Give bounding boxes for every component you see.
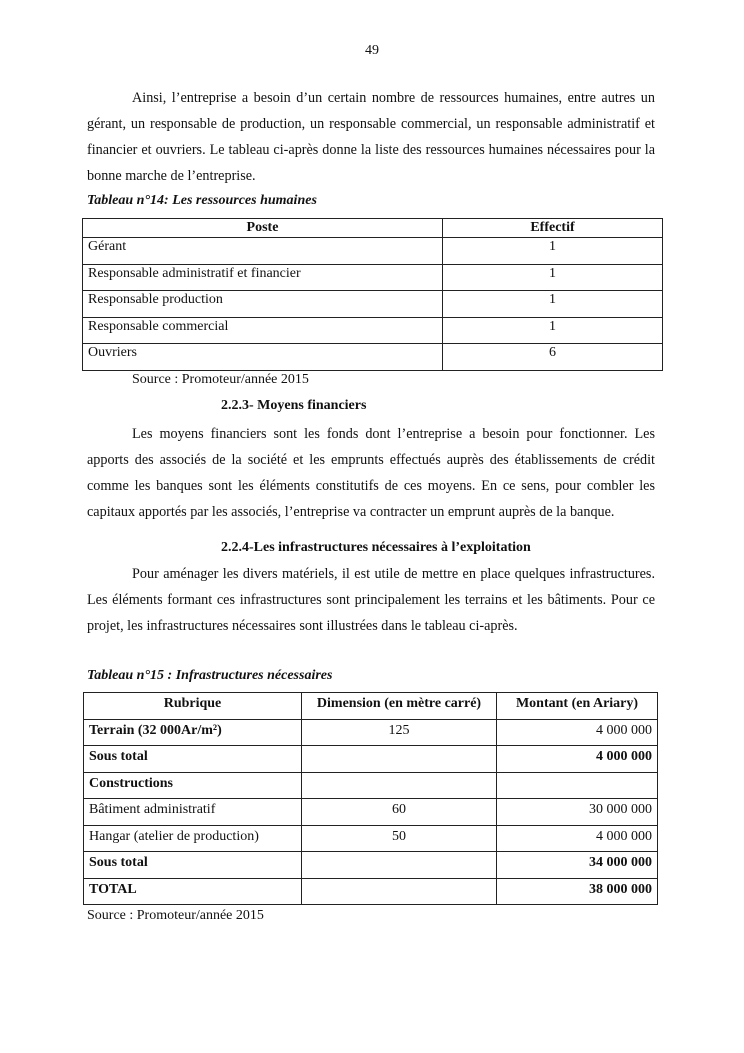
table-row (83, 344, 663, 371)
table-header-row (84, 693, 658, 720)
table-row (84, 852, 658, 879)
table-15-source: Source : Promoteur/année 2015 (87, 908, 264, 923)
header-montant: Montant (en Ariary) (497, 693, 658, 720)
section-2-2-3-paragraph: Les moyens financiers sont les fonds dont l’entreprise a besoin pour fonctionner. Les apports des associés de la société et les emprunts effectués auprès des établissements de crédit comme les banques sont les éléments constitutifs de ces moyens. En ce sens, pour combler les capitaux apportés par les associés, l’entreprise va contracter un emprunt auprès de la banque. (87, 426, 655, 520)
cell-poste: Ouvriers (83, 344, 443, 371)
cell-rubrique: TOTAL (84, 878, 302, 905)
cell-dimension (302, 878, 497, 905)
header-poste: Poste (83, 219, 443, 238)
cell-montant: 4 000 000 (497, 719, 658, 746)
table-ressources-humaines (82, 218, 663, 371)
table-row (83, 317, 663, 344)
table-header-row (83, 219, 663, 238)
cell-rubrique: Bâtiment administratif (84, 799, 302, 826)
cell-rubrique: Sous total (84, 746, 302, 773)
header-effectif: Effectif (443, 219, 663, 238)
section-heading-2-2-4: 2.2.4-Les infrastructures nécessaires à l’exploitation (221, 540, 531, 555)
cell-effectif: 1 (443, 238, 663, 265)
cell-dimension (302, 746, 497, 773)
cell-poste: Responsable production (83, 291, 443, 318)
cell-poste: Gérant (83, 238, 443, 265)
table-row (83, 264, 663, 291)
table-14-caption: Tableau n°14: Les ressources humaines (87, 193, 317, 208)
cell-montant: 4 000 000 (497, 746, 658, 773)
cell-poste: Responsable administratif et financier (83, 264, 443, 291)
table-row (83, 291, 663, 318)
cell-montant: 4 000 000 (497, 825, 658, 852)
table-row (84, 772, 658, 799)
table-row (84, 746, 658, 773)
cell-montant (497, 772, 658, 799)
table-row (84, 825, 658, 852)
table-infrastructures (83, 692, 658, 905)
section-2-2-4-paragraph: Pour aménager les divers matériels, il est utile de mettre en place quelques infrastructures. Les éléments formant ces infrastructures sont principalement les terrains et les bâtiments. Pour ce projet, les infrastructures nécessaires sont illustrées dans le tableau ci-après. (87, 566, 655, 634)
page-number: 49 (365, 43, 379, 58)
cell-dimension: 60 (302, 799, 497, 826)
cell-rubrique: Constructions (84, 772, 302, 799)
cell-montant: 34 000 000 (497, 852, 658, 879)
table-row (84, 799, 658, 826)
cell-effectif: 1 (443, 264, 663, 291)
cell-rubrique: Hangar (atelier de production) (84, 825, 302, 852)
section-heading-2-2-3: 2.2.3- Moyens financiers (221, 398, 367, 413)
cell-montant: 30 000 000 (497, 799, 658, 826)
table-15-caption: Tableau n°15 : Infrastructures nécessaires (87, 668, 333, 683)
header-dimension: Dimension (en mètre carré) (302, 693, 497, 720)
cell-dimension: 50 (302, 825, 497, 852)
intro-paragraph: Ainsi, l’entreprise a besoin d’un certain nombre de ressources humaines, entre autres un gérant, un responsable de production, un responsable commercial, un responsable administratif et financier et ouvriers. Le tableau ci-après donne la liste des ressources humaines nécessaires pour la bonne marche de l’entreprise. (87, 90, 655, 184)
cell-montant: 38 000 000 (497, 878, 658, 905)
cell-dimension (302, 772, 497, 799)
cell-rubrique: Terrain (32 000Ar/m²) (84, 719, 302, 746)
cell-rubrique: Sous total (84, 852, 302, 879)
table-row (84, 719, 658, 746)
cell-effectif: 1 (443, 291, 663, 318)
table-14-source: Source : Promoteur/année 2015 (132, 372, 309, 387)
cell-dimension (302, 852, 497, 879)
cell-dimension: 125 (302, 719, 497, 746)
header-rubrique: Rubrique (84, 693, 302, 720)
table-row (84, 878, 658, 905)
cell-effectif: 6 (443, 344, 663, 371)
cell-poste: Responsable commercial (83, 317, 443, 344)
table-row (83, 238, 663, 265)
cell-effectif: 1 (443, 317, 663, 344)
